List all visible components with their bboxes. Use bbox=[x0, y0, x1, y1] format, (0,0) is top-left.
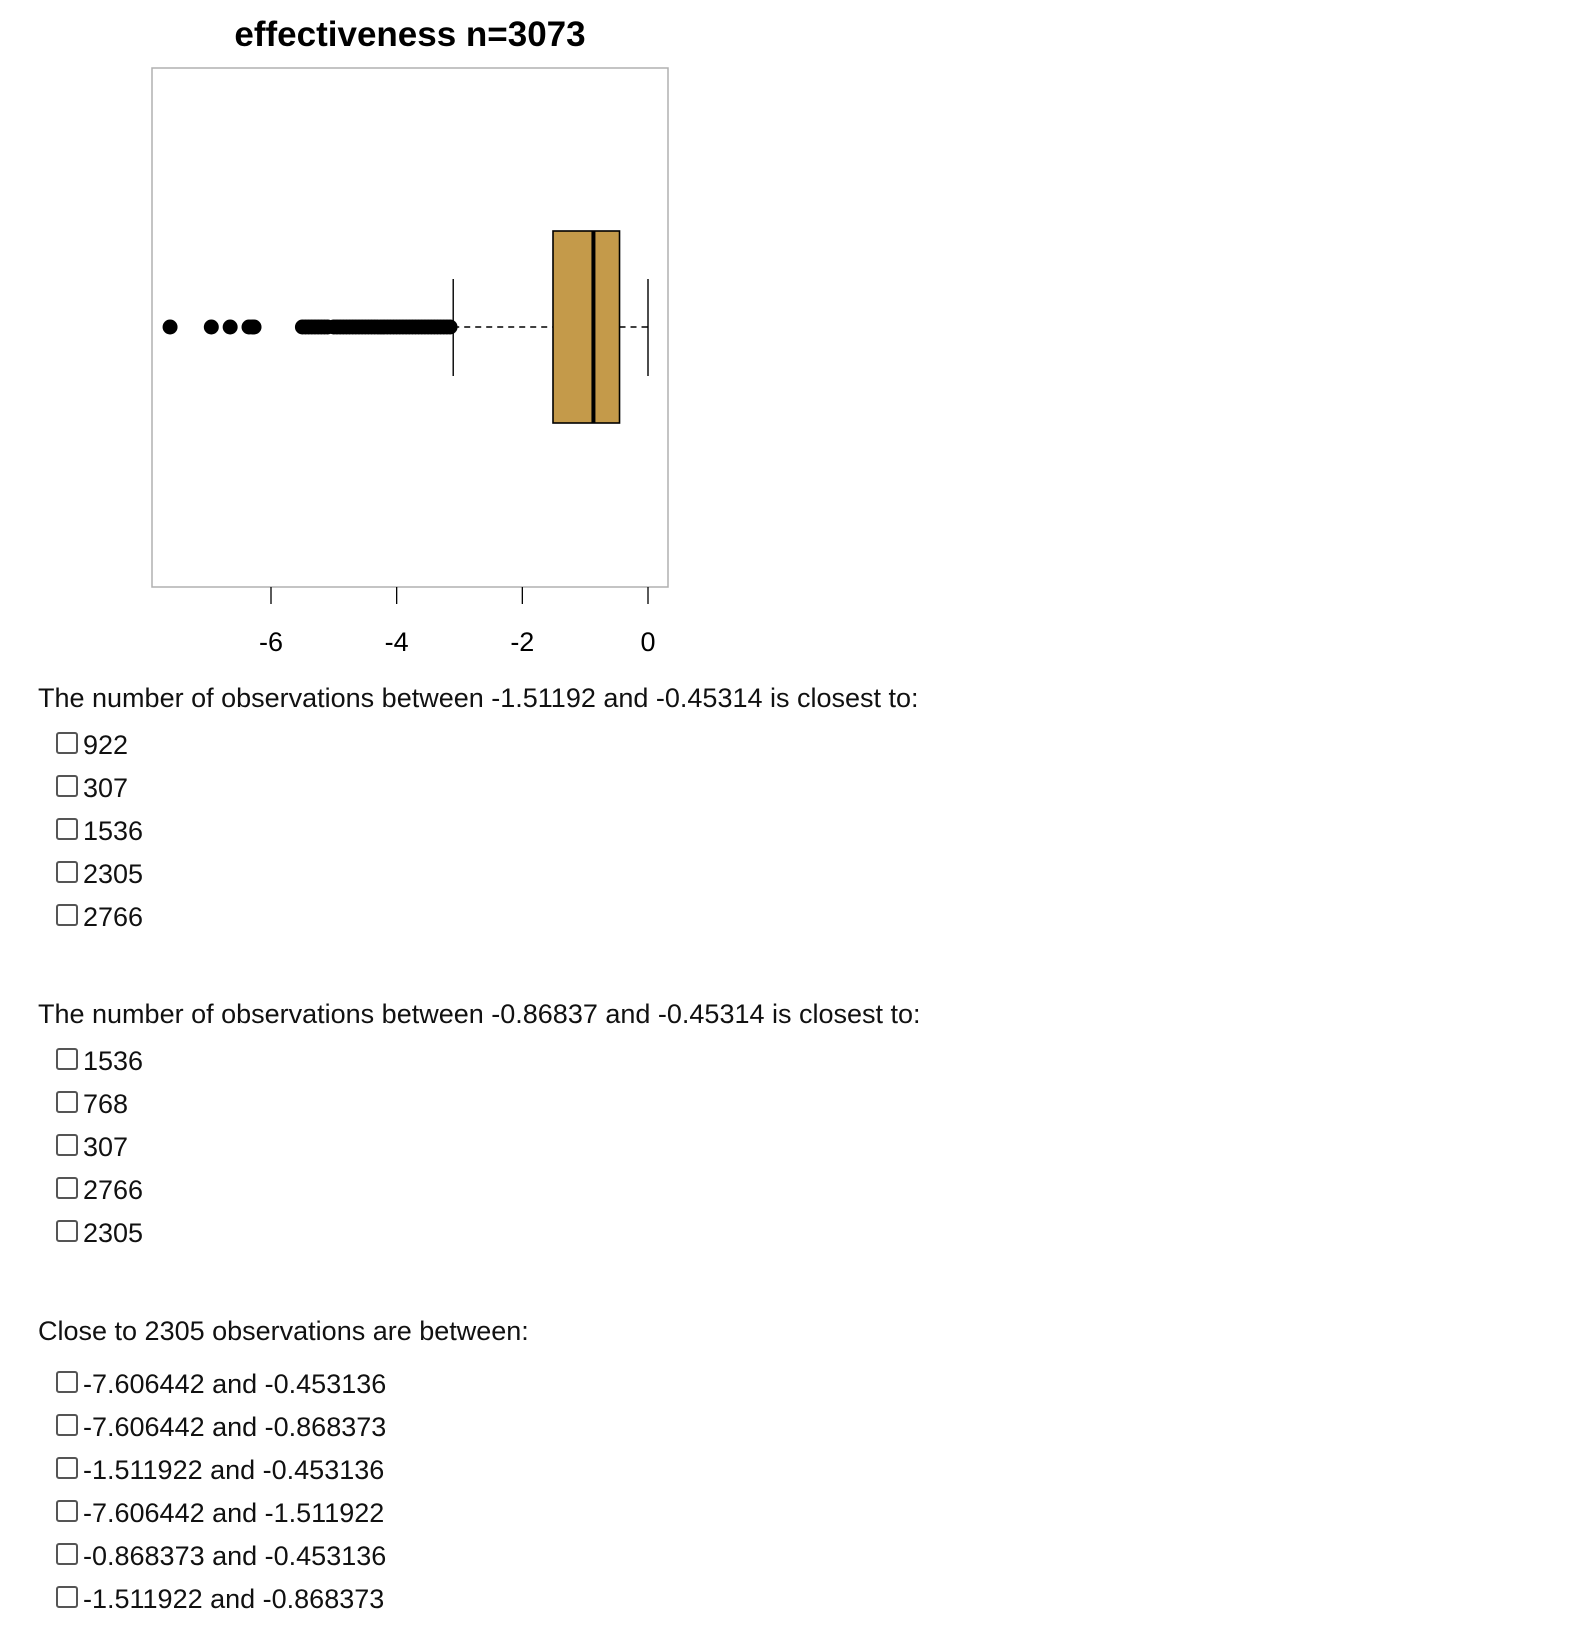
question-2-text: The number of observations between -0.86837 and -0.45314 is closest to: bbox=[38, 999, 921, 1029]
checkbox[interactable] bbox=[56, 1457, 78, 1479]
question-2 bbox=[38, 996, 1488, 1255]
question-3-options bbox=[38, 1363, 1488, 1621]
question-3 bbox=[38, 1313, 1488, 1621]
checkbox[interactable] bbox=[56, 904, 78, 926]
checkbox[interactable] bbox=[56, 775, 78, 797]
checkbox[interactable] bbox=[56, 1500, 78, 1522]
option-label: 307 bbox=[83, 773, 129, 803]
answer-option[interactable] bbox=[56, 1406, 1488, 1449]
answer-option[interactable] bbox=[56, 1449, 1488, 1492]
chart-title: effectiveness n=3073 bbox=[234, 15, 586, 54]
answer-option[interactable] bbox=[56, 1126, 1488, 1169]
tick-label: 0 bbox=[640, 627, 656, 657]
answer-option[interactable] bbox=[56, 1212, 1488, 1255]
outlier-point bbox=[247, 320, 262, 335]
question-2-options bbox=[38, 1040, 1488, 1255]
option-label: 768 bbox=[83, 1089, 129, 1119]
tick-label: -4 bbox=[384, 627, 409, 657]
option-label: 2766 bbox=[83, 1175, 144, 1205]
outlier-point bbox=[443, 320, 458, 335]
checkbox[interactable] bbox=[56, 861, 78, 883]
option-label: -1.511922 and -0.453136 bbox=[83, 1455, 385, 1485]
outlier-point bbox=[223, 320, 238, 335]
checkbox[interactable] bbox=[56, 1371, 78, 1393]
option-label: 922 bbox=[83, 730, 129, 760]
checkbox[interactable] bbox=[56, 1177, 78, 1199]
answer-option[interactable] bbox=[56, 1169, 1488, 1212]
option-label: -0.868373 and -0.453136 bbox=[83, 1541, 387, 1571]
option-label: -7.606442 and -1.511922 bbox=[83, 1498, 385, 1528]
checkbox[interactable] bbox=[56, 1543, 78, 1565]
answer-option[interactable] bbox=[56, 853, 1488, 896]
option-label: 2305 bbox=[83, 859, 144, 889]
option-label: -7.606442 and -0.868373 bbox=[83, 1412, 387, 1442]
option-label: -1.511922 and -0.868373 bbox=[83, 1584, 385, 1614]
iqr-box bbox=[553, 231, 620, 423]
checkbox[interactable] bbox=[56, 1220, 78, 1242]
question-3-text: Close to 2305 observations are between: bbox=[38, 1316, 529, 1346]
tick-label: -2 bbox=[510, 627, 535, 657]
question-1-text: The number of observations between -1.51192 and -0.45314 is closest to: bbox=[38, 683, 919, 713]
option-label: 1536 bbox=[83, 816, 144, 846]
answer-option[interactable] bbox=[56, 1578, 1488, 1621]
checkbox[interactable] bbox=[56, 1134, 78, 1156]
checkbox[interactable] bbox=[56, 732, 78, 754]
answer-option[interactable] bbox=[56, 896, 1488, 939]
checkbox[interactable] bbox=[56, 1091, 78, 1113]
option-label: 1536 bbox=[83, 1046, 144, 1076]
checkbox[interactable] bbox=[56, 1586, 78, 1608]
answer-option[interactable] bbox=[56, 1363, 1488, 1406]
boxplot-chart bbox=[0, 0, 760, 660]
question-1-options bbox=[38, 724, 1488, 939]
checkbox[interactable] bbox=[56, 1414, 78, 1436]
answer-option[interactable] bbox=[56, 1083, 1488, 1126]
option-label: 307 bbox=[83, 1132, 129, 1162]
answer-option[interactable] bbox=[56, 810, 1488, 853]
option-label: 2305 bbox=[83, 1218, 144, 1248]
outlier-point bbox=[204, 320, 219, 335]
checkbox[interactable] bbox=[56, 1048, 78, 1070]
answer-option[interactable] bbox=[56, 724, 1488, 767]
answer-option[interactable] bbox=[56, 1535, 1488, 1578]
answer-option[interactable] bbox=[56, 1040, 1488, 1083]
answer-option[interactable] bbox=[56, 767, 1488, 810]
option-label: -7.606442 and -0.453136 bbox=[83, 1369, 387, 1399]
outlier-point bbox=[163, 320, 178, 335]
checkbox[interactable] bbox=[56, 818, 78, 840]
tick-label: -6 bbox=[258, 627, 284, 657]
answer-option[interactable] bbox=[56, 1492, 1488, 1535]
question-1 bbox=[38, 680, 1488, 939]
option-label: 2766 bbox=[83, 902, 144, 932]
